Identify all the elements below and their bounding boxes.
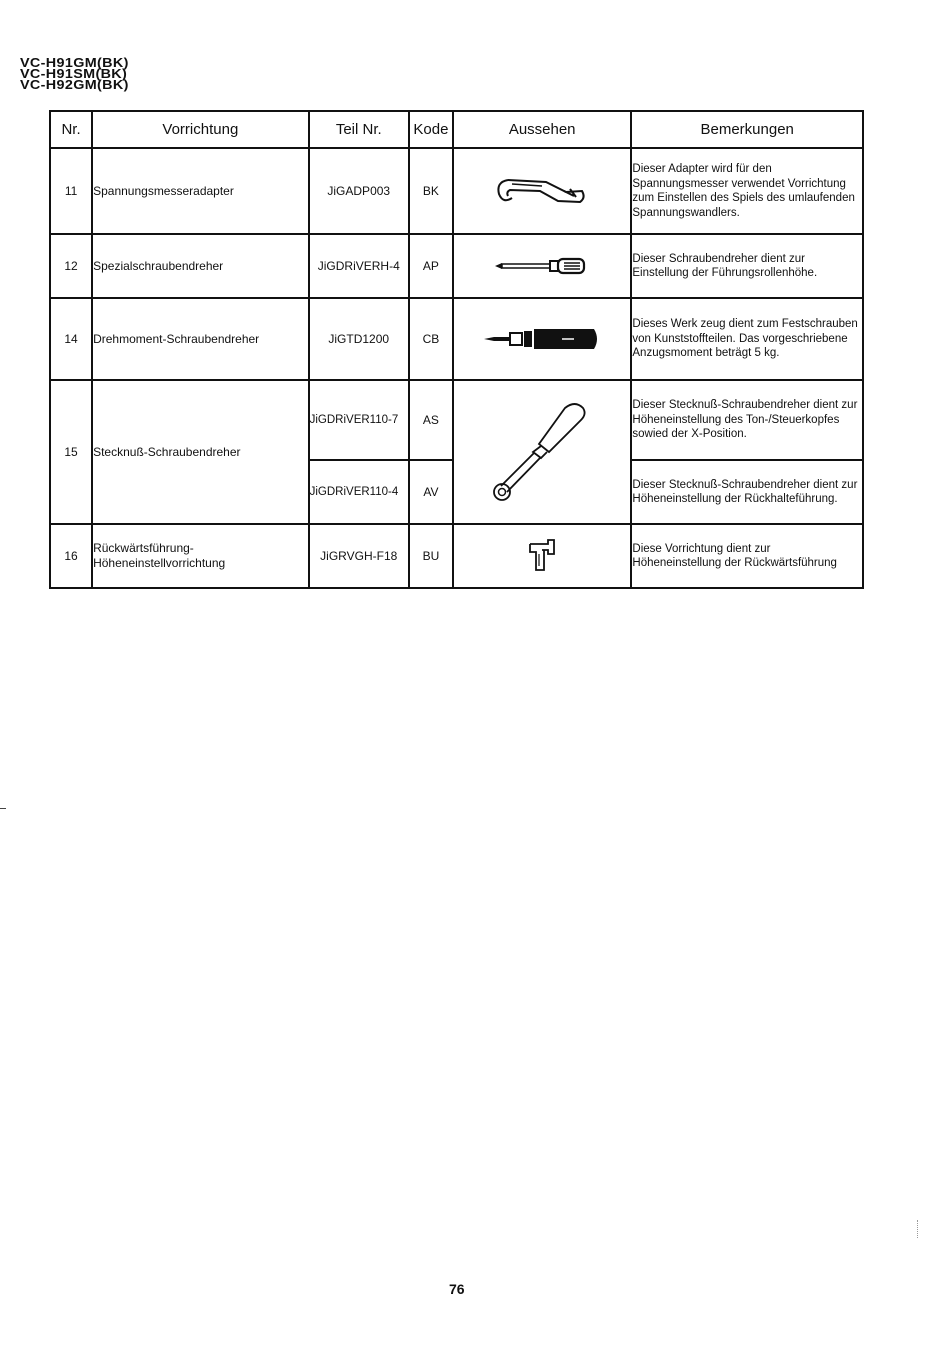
table-row bbox=[50, 298, 863, 380]
page-number: 76 bbox=[449, 1281, 465, 1297]
model-numbers bbox=[20, 56, 129, 92]
row-code: AV bbox=[409, 460, 453, 524]
remarks-line: Dieser Schraubendreher dient zur bbox=[632, 252, 805, 265]
table-row bbox=[50, 380, 863, 460]
row-nr: 16 bbox=[50, 524, 92, 588]
row-code: BK bbox=[409, 148, 453, 234]
row-remarks: Diese Vorrichtung dient zur Höheneinstellung der Rückwärtsführung bbox=[631, 524, 863, 588]
device-line: Höheneinstellvorrichtung bbox=[93, 556, 226, 570]
model-number: VC-H92GM(BK) bbox=[20, 78, 129, 92]
guide-height-jig-icon bbox=[522, 536, 562, 576]
row-appearance bbox=[453, 148, 631, 234]
row-part-no: JiGDRiVER110-4 bbox=[309, 460, 409, 524]
row-part-no: JiGTD1200 bbox=[309, 298, 409, 380]
row-nr: 15 bbox=[50, 380, 92, 524]
model-number: VC-H91SM(BK) bbox=[20, 67, 128, 81]
row-part-no: JiGDRiVER110-7 bbox=[309, 380, 409, 460]
row-device: Spannungsmesseradapter bbox=[92, 148, 309, 234]
row-appearance bbox=[453, 380, 631, 524]
row-nr: 12 bbox=[50, 234, 92, 298]
table-row bbox=[50, 524, 863, 588]
table-header-row bbox=[50, 111, 863, 148]
table-row bbox=[50, 148, 863, 234]
tension-adapter-icon bbox=[494, 174, 590, 208]
row-code: BU bbox=[409, 524, 453, 588]
row-code: AS bbox=[409, 380, 453, 460]
row-remarks bbox=[631, 234, 863, 298]
row-device bbox=[92, 524, 309, 588]
row-part-no: JiGDRiVERH-4 bbox=[309, 234, 409, 298]
row-part-no: JiGADP003 bbox=[309, 148, 409, 234]
device-line: Rückwärtsführung- bbox=[93, 541, 194, 555]
row-code: AP bbox=[409, 234, 453, 298]
tools-table bbox=[49, 110, 864, 589]
row-device: Drehmoment-Schraubendreher bbox=[92, 298, 309, 380]
row-nr: 11 bbox=[50, 148, 92, 234]
row-device: Stecknuß-Schraubendreher bbox=[92, 380, 309, 524]
row-remarks: Dieser Stecknuß-Schraubendreher dient zur Höheneinstellung des Ton-/Steuerkopfes sowied der X-Position. bbox=[631, 380, 863, 460]
row-appearance bbox=[453, 234, 631, 298]
row-appearance bbox=[453, 298, 631, 380]
row-device: Spezialschraubendreher bbox=[92, 234, 309, 298]
margin-dots bbox=[917, 1220, 919, 1238]
row-remarks: Dieses Werk zeug dient zum Festschrauben von Kunststoffteilen. Das vorgeschriebene Anzugsmoment beträgt 5 kg. bbox=[631, 298, 863, 380]
remarks-line: Einstellung der Führungsrollenhöhe. bbox=[632, 267, 818, 279]
header-code: Kode bbox=[409, 111, 453, 148]
row-part-no: JiGRVGH-F18 bbox=[309, 524, 409, 588]
margin-mark bbox=[0, 808, 6, 809]
screwdriver-icon bbox=[492, 256, 592, 276]
row-nr: 14 bbox=[50, 298, 92, 380]
table-row bbox=[50, 234, 863, 298]
socket-driver-icon bbox=[487, 396, 597, 508]
row-remarks: Dieser Stecknuß-Schraubendreher dient zur Höheneinstellung der Rückhalteführung. bbox=[631, 460, 863, 524]
header-appearance: Aussehen bbox=[453, 111, 631, 148]
row-remarks: Dieser Adapter wird für den Spannungsmesser verwendet Vorrichtung zum Einstellen des Spiels des umlaufenden Spannungswandlers. bbox=[631, 148, 863, 234]
header-remarks: Bemerkungen bbox=[631, 111, 863, 148]
header-nr: Nr. bbox=[50, 111, 92, 148]
row-appearance bbox=[453, 524, 631, 588]
header-device: Vorrichtung bbox=[92, 111, 309, 148]
header-part-no: Teil Nr. bbox=[309, 111, 409, 148]
torque-screwdriver-icon bbox=[482, 325, 602, 353]
row-code: CB bbox=[409, 298, 453, 380]
model-number: VC-H91GM(BK) bbox=[20, 56, 129, 70]
